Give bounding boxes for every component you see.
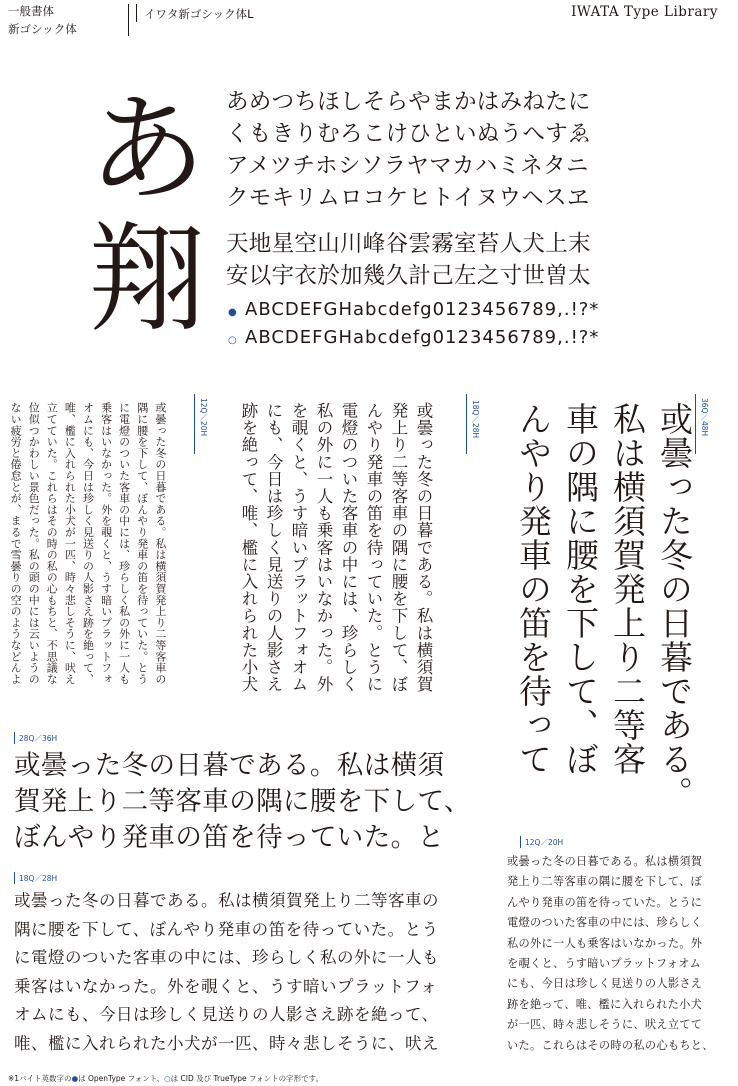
text-line: 乗客はいなかった。外を覗くと、うす暗いプラットフォ: [14, 976, 438, 996]
horizontal-sample-28q: [14, 748, 471, 856]
sample-line: 安以宇衣於加幾久計己左之寸世曽太: [226, 263, 591, 289]
horizontal-sample-12q: [507, 852, 714, 1056]
text-line: にも、今日は珍しく見送りの人影さえ: [264, 402, 283, 693]
hollow-circle-icon: ○: [228, 335, 238, 346]
spec-marker: [466, 394, 467, 454]
spec-36q: 36Q／48H: [700, 398, 709, 437]
spec-marker: [194, 394, 195, 454]
text-line: 唯、檻に入れられた小犬が一匹、時々悲しそうに、吠え: [63, 402, 77, 685]
spec-marker: [520, 836, 521, 848]
text-line: 或曇った冬の日暮である。私は横須賀: [507, 855, 703, 868]
text-line: が一匹、時々悲しそうに、吠え立てて: [507, 1018, 703, 1032]
text-line: オムにも、今日は珍しく見送りの人影さえ跡を絶って、: [14, 1005, 439, 1024]
text-line: に電燈のついた客車の中には、珍らしく私の外に一人も: [117, 402, 131, 685]
text-line: 私の外に一人も乗客はいなかった。外: [507, 936, 703, 950]
vertical-sample-12q: [6, 402, 169, 716]
text-line: 或曇った冬の日暮である。私は横須賀発上り二等客車の: [14, 891, 439, 910]
text-line: オムにも、今日は珍しく見送りの人影さえ跡を絶って、: [81, 402, 95, 685]
text-line: 私の外に一人も乗客はいなかった。外: [314, 402, 333, 693]
spec-18q-horizontal: 18Q／28H: [19, 874, 58, 883]
text-line: を覗くと、うす暗いプラットフォオム: [507, 957, 702, 971]
alphanumeric-cid: [228, 326, 599, 353]
text-line: いた。これらはその時の私の心もちと、: [507, 1038, 714, 1052]
alphanumeric-cid-text: ABCDEFGHabcdefg0123456789,.!?*: [245, 327, 600, 348]
text-line: 隅に腰を下して、ぼんやり発車の笛を待っていた。とう: [14, 919, 439, 939]
text-line: 私は横須賀発上り二等客: [608, 402, 647, 776]
header-divider: [136, 4, 137, 22]
category-sublabel: 新ゴシック体: [8, 22, 77, 36]
header-divider: [128, 4, 129, 36]
text-line: 隅に腰を下して、ぼんやり発車の笛を待っていた。とう: [135, 402, 149, 685]
library-title: IWATA Type Library: [571, 4, 718, 20]
big-sample-char-sho: 翔: [88, 210, 207, 348]
sample-line: あめつちほしそらやまかはみねたに: [226, 89, 591, 115]
filled-circle-icon: ●: [228, 307, 238, 318]
font-name: イワタ新ゴシック体L: [144, 7, 254, 21]
text-line: 跡を絶って、唯、檻に入れられた小犬: [239, 402, 258, 693]
alphanumeric-opentype-text: ABCDEFGHabcdefg0123456789,.!?*: [245, 299, 600, 320]
text-line: 乗客はいなかった。外を覗くと、うす暗いプラットフォ: [99, 402, 113, 685]
footnote-text: は OpenType フォント、: [78, 1074, 165, 1083]
spec-18q: 18Q／28H: [471, 400, 480, 439]
sample-line: クモキリムロコケヒトイヌウヘスヱ: [226, 185, 590, 211]
spec-marker: [14, 872, 15, 884]
spec-12q-horizontal: 12Q／20H: [525, 838, 564, 847]
footnote-text: ※1バイト英数字の: [8, 1074, 72, 1083]
text-line: にも、今日は珍しく見送りの人影さえ: [507, 977, 703, 991]
text-line: んやり発車の笛を待って: [514, 402, 553, 776]
text-line: 車の隅に腰を下して、ぼ: [561, 402, 600, 776]
filled-circle-icon: ●: [71, 1074, 79, 1083]
spec-12q: 12Q／20H: [199, 398, 208, 437]
text-line: 電燈のついた客車の中には、珍らしく: [507, 916, 703, 930]
text-line: 立てていた。これらはその時の私の心もちと、不思議な: [45, 402, 59, 685]
category-label: 一般書体: [8, 4, 54, 18]
text-line: ぼんやり発車の笛を待っていた。と: [14, 822, 445, 853]
sample-line: アメツチホシソラヤマカハミネタニ: [226, 153, 589, 179]
text-line: 賀発上り二等客車の隅に腰を下して、: [14, 786, 471, 817]
text-line: 位似つかわしい景色だった。私の頭の中には云いようの: [27, 402, 41, 685]
text-line: 発上り二等客車の隅に腰を下して、ぼ: [389, 402, 408, 693]
text-line: 或曇った冬の日暮である。: [655, 402, 694, 810]
sample-line: くもきりむろこけひといぬうへすゑ: [226, 121, 591, 147]
horizontal-sample-18q: [14, 887, 439, 1058]
hollow-circle-icon: ○: [164, 1074, 171, 1083]
text-line: 唯、檻に入れられた小犬が一匹、時々悲しそうに、吠え: [14, 1033, 439, 1053]
text-line: んやり発車の笛を待っていた。とうに: [507, 895, 703, 909]
text-line: んやり発車の笛を待っていた。とうに: [364, 402, 383, 693]
text-line: 発上り二等客車の隅に腰を下して、ぼ: [507, 875, 703, 889]
text-line: 或曇った冬の日暮である。私は横須: [14, 750, 445, 781]
text-line: 跡を絶って、唯、檻に入れられた小犬: [507, 997, 703, 1011]
alphanumeric-opentype: [228, 298, 599, 325]
footnote: [8, 1073, 323, 1084]
vertical-sample-18q: [236, 402, 436, 712]
spec-28q: 28Q／36H: [19, 734, 58, 743]
big-sample-char-a: あ: [88, 80, 207, 218]
sample-line: 天地星空山川峰谷雲霧室苔人犬上末: [226, 231, 591, 257]
text-line: に電燈のついた客車の中には、珍らしく私の外に一人も: [14, 948, 439, 967]
footnote-text: は CID 及び TrueType フォントの字形です。: [170, 1074, 324, 1083]
text-line: を覗くと、うす暗いプラットフォオム: [289, 402, 308, 693]
spec-marker: [14, 732, 15, 744]
vertical-sample-36q: [510, 402, 698, 822]
text-line: 或曇った冬の日暮である。私は横須賀: [414, 402, 433, 693]
text-line: 或曇った冬の日暮である。私は横須賀発上り二等客車の: [153, 402, 167, 685]
text-line: 電燈のついた客車の中には、珍らしく: [339, 402, 358, 693]
text-line: ない疲労と倦怠とが、まるで雪曇りの空のようなどんよ: [9, 402, 23, 685]
